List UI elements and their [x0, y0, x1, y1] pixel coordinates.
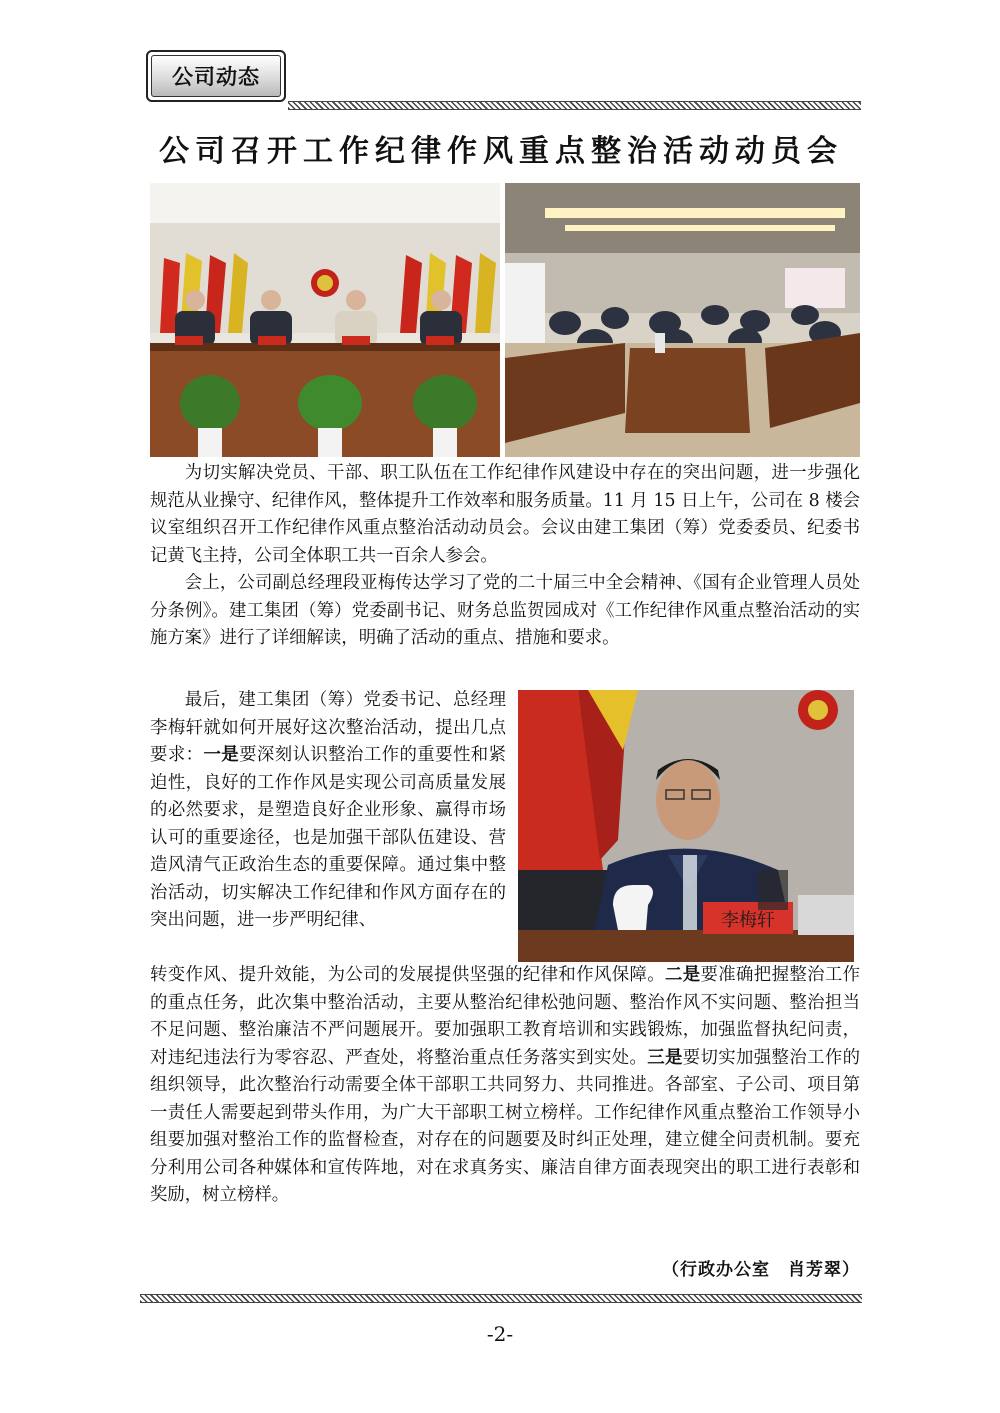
- header-divider: [288, 101, 861, 110]
- footer-divider: [140, 1294, 862, 1303]
- section-tab-label: 公司动态: [151, 55, 281, 97]
- point-3-text: 要切实加强整治工作的组织领导，此次整治行动需要全体干部职工共同努力、共同推进。各部室、子公司、项目第一责任人需要起到带头作用，为广大干部职工树立榜样。工作纪律作风重点整治工作领导小组要加强对整治工作的监督检查，对存在的问题要及时纠正处理，建立健全问责机制。要充分利用公司各种媒体和宣传阵地，对在求真务实、廉洁自律方面表现突出的职工进行表彰和奖励，树立榜样。: [150, 1047, 860, 1205]
- paragraph-3-head: 最后，建工集团（筹）党委书记、总经理李梅轩就如何开展好这次整治活动，提出几点要求：: [150, 690, 506, 765]
- section-tab: [146, 50, 286, 102]
- point-1-text-a: 要深刻认识整治工作的重要性和紧迫性，良好的工作作风是实现公司高质量发展的必然要求，是塑造良好企业形象、赢得市场认可的重要途径，也是加强干部队伍建设、营造风清气正政治生态的重要保障。通过集中整治活动，切实解决工作纪律和作风方面存在的突出问题，进一步严明纪律、: [150, 745, 506, 930]
- point-2-lead: 二是: [665, 965, 701, 985]
- article-paragraph-2: [150, 570, 860, 653]
- photo-podium: [150, 183, 500, 457]
- photo-speaker: [518, 690, 854, 962]
- paragraph-1-text: 为切实解决党员、干部、职工队伍在工作纪律作风建设中存在的突出问题，进一步强化规范从业操守、纪律作风，整体提升工作效率和服务质量。11 月 15 日上午，公司在 8 楼会议室组织召开工作纪律作风重点整治活动动员会。会议由建工集团（筹）党委委员、纪委书记黄飞主持，公司全体职工共一百余人参会。: [150, 463, 860, 566]
- paragraph-2-text: 会上，公司副总经理段亚梅传达学习了党的二十届三中全会精神、《国有企业管理人员处分条例》。建工集团（筹）党委副书记、财务总监贺园成对《工作纪律作风重点整治活动的实施方案》进行了详细解读，明确了活动的重点、措施和要求。: [150, 573, 860, 648]
- point-1-text-b: 转变作风、提升效能，为公司的发展提供坚强的纪律和作风保障。: [150, 965, 665, 985]
- article-signature: （行政办公室 肖芳翠）: [662, 1260, 860, 1280]
- photo-audience: [505, 183, 860, 457]
- point-3-lead: 三是: [647, 1047, 683, 1068]
- article-title: 公司召开工作纪律作风重点整治活动动员会: [159, 134, 843, 169]
- point-2-text: 要准确把握整治工作的重点任务，此次集中整治活动，主要从整治纪律松弛问题、整治作风不实问题、整治担当不足问题、整治廉洁不严问题展开。要加强职工教育培训和实践锻炼，加强监督执纪问责，对违纪违法行为零容忍、严查处，将整治重点任务落实到实处。: [150, 965, 860, 1068]
- page-number: -2-: [486, 1322, 514, 1346]
- article-paragraph-3-continued: [150, 962, 860, 1210]
- article-paragraph-3-wrapped: [150, 687, 506, 935]
- point-1-lead: 一是: [203, 745, 240, 765]
- article-paragraph-1: [150, 460, 860, 570]
- speaker-nameplate: 李梅轩: [721, 910, 775, 931]
